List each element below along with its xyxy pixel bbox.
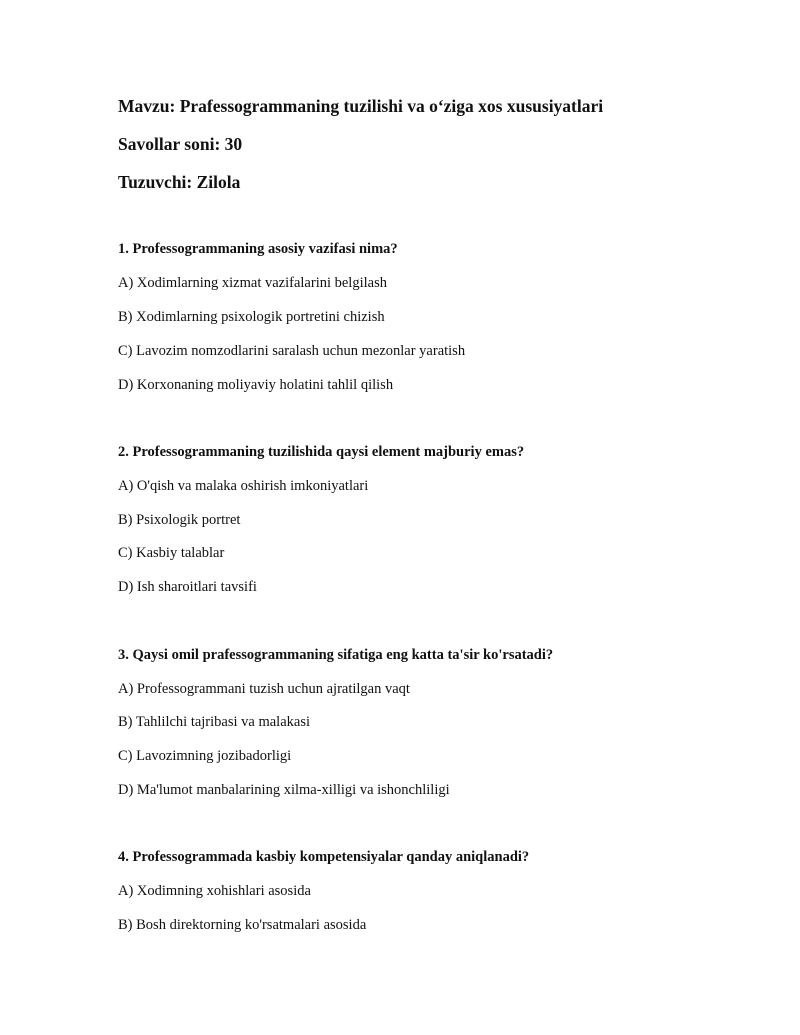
question-2-option-a: A) O'qish va malaka oshirish imkoniyatlari (118, 478, 369, 494)
question-3-option-b: B) Tahlilchi tajribasi va malakasi (118, 714, 310, 730)
question-1-option-d: D) Korxonaning moliyaviy holatini tahlil qilish (118, 377, 394, 393)
author-heading: Tuzuvchi: Zilola (118, 172, 241, 192)
question-1-option-c: C) Lavozim nomzodlarini saralash uchun mezonlar yaratish (118, 343, 466, 359)
question-1-option-a: A) Xodimlarning xizmat vazifalarini belgilash (118, 275, 387, 291)
question-1-option-b: B) Xodimlarning psixologik portretini chizish (118, 309, 385, 325)
question-2-option-b: B) Psixologik portret (118, 512, 241, 528)
question-3-option-a: A) Professogrammani tuzish uchun ajratilgan vaqt (118, 681, 410, 697)
question-2: 2. Professogrammaning tuzilishida qaysi element majburiy emas? (118, 444, 525, 460)
question-4-option-b: B) Bosh direktorning ko'rsatmalari asosida (118, 917, 367, 933)
question-3: 3. Qaysi omil prafessogrammaning sifatiga eng katta ta'sir ko'rsatadi? (118, 647, 554, 663)
question-2-option-d: D) Ish sharoitlari tavsifi (118, 579, 257, 595)
question-count-heading: Savollar soni: 30 (118, 134, 243, 154)
question-3-option-c: C) Lavozimning jozibadorligi (118, 748, 292, 764)
question-4-option-a: A) Xodimning xohishlari asosida (118, 883, 311, 899)
question-2-option-c: C) Kasbiy talablar (118, 545, 225, 561)
question-4: 4. Professogrammada kasbiy kompetensiyalar qanday aniqlanadi? (118, 849, 530, 865)
topic-heading: Mavzu: Prafessogrammaning tuzilishi va o‘ziga xos xususiyatlari (118, 96, 604, 116)
question-3-option-d: D) Ma'lumot manbalarining xilma-xilligi va ishonchliligi (118, 782, 450, 798)
question-1: 1. Professogrammaning asosiy vazifasi nima? (118, 241, 398, 257)
